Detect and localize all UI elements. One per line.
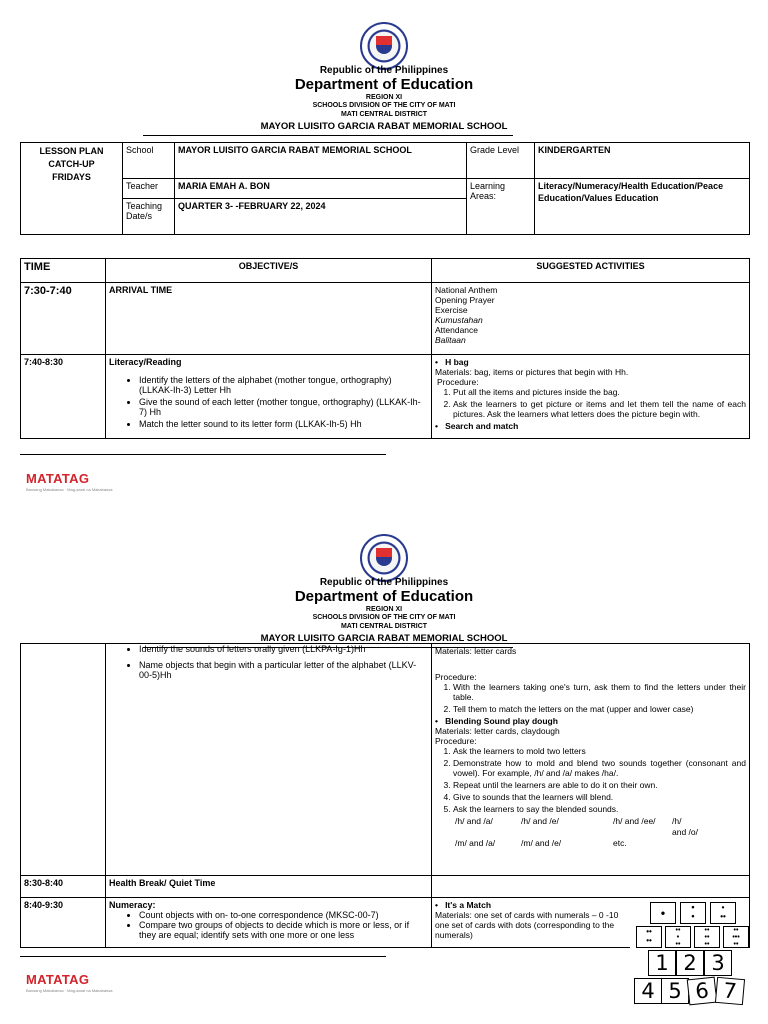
act-attendance: Attendance (435, 325, 479, 336)
hbag-step: 2. Ask the learners to get picture or items and let them tell the name of each pictures. Ask the learners what letters does the picture begin with. (453, 399, 746, 419)
act-prayer: Opening Prayer (435, 295, 495, 306)
blend-example: etc. (613, 838, 627, 849)
info-table (20, 142, 750, 235)
literacy-objective: • Give the sound of each letter (mother tongue, orthography) (LLKAK-Ih-7) Hh (139, 397, 428, 417)
footer-divider (20, 454, 386, 455)
numeral-card: 6 (687, 977, 718, 1006)
blending-procedure-label: Procedure: (435, 736, 477, 747)
date-value: QUARTER 3- -FEBRUARY 22, 2024 (175, 199, 467, 235)
blend-example: /m/ and /a/ (455, 838, 496, 849)
blend-examples (435, 816, 746, 852)
dot-cards-image (630, 898, 748, 950)
lesson-plan-title (21, 143, 123, 235)
header-region: REGION XI (365, 94, 403, 101)
literacy-objective: • Identify the letters of the alphabet (mother tongue, orthography) (LLKAK-Ih-3) Letter Hh (139, 375, 428, 395)
header-district: MATI CENTRAL DISTRICT (340, 111, 428, 118)
time-health: 8:30-8:40 (21, 876, 106, 898)
search-step: 1. With the learners taking one's turn, ask them to find the letters under their table. (453, 682, 746, 702)
time-literacy: 7:40-8:30 (21, 355, 106, 439)
teacher-value: MARIA EMAH A. BON (175, 179, 467, 199)
search-materials: Materials: letter cards (435, 646, 517, 656)
time-numeracy: 8:40-9:30 (21, 898, 106, 948)
act-kumustahan: Kumustahan (435, 315, 483, 326)
act-title-hbag: • H bag (435, 357, 469, 367)
header-region: REGION XI (365, 606, 403, 613)
blend-example: /h/ and /e/ (521, 816, 559, 827)
title-line2: CATCH-UP (48, 159, 95, 170)
header-district: MATI CENTRAL DISTRICT (340, 623, 428, 630)
header-division: SCHOOLS DIVISION OF THE CITY OF MATI (312, 102, 456, 109)
matatag-tagline: Bansang Makabansa · Mag-aaral na Makabansa (26, 988, 113, 993)
footer-divider (20, 956, 386, 957)
numeral-card: 5 (661, 978, 689, 1004)
grade-label: Grade Level (467, 143, 535, 179)
date-label: Teaching Date/s (123, 199, 175, 235)
literacy-objective: • Match the letter sound to its letter form (LLKAK-Ih-5) Hh (139, 419, 428, 429)
objective-health: Health Break/ Quiet Time (106, 876, 432, 898)
numeracy-objective: • Compare two groups of objects to decide which is more or less, or if they are equal; identify sets with one more or one less (139, 920, 428, 940)
numeral-card: 1 (648, 950, 676, 976)
blend-example: /m/ and /e/ (521, 838, 562, 849)
activities-health (432, 876, 750, 898)
blending-step: 2. Demonstrate how to mold and blend two sounds together (consonant and vowel). For example, /h/ and /a/ makes /ha/. (453, 758, 746, 778)
activities-literacy-cont (432, 644, 750, 876)
time-empty (21, 644, 106, 876)
header-department: Department of Education (294, 76, 474, 93)
time-arrival: 7:30-7:40 (21, 283, 106, 355)
dot-card-4: •• •• (636, 926, 662, 948)
col-objectives: OBJECTIVE/S (106, 259, 432, 283)
blending-step: 4. Give to sounds that the learners will blend. (453, 792, 746, 802)
numeracy-heading: Numeracy: (109, 900, 156, 910)
hbag-materials: Materials: bag, items or pictures that begin with Hh. (435, 367, 629, 378)
areas-value: Literacy/Numeracy/Health Education/Peace Education/Values Education (535, 179, 750, 235)
numeral-cards-image (630, 950, 748, 1006)
activities-arrival (432, 283, 750, 355)
match-title: It's a Match (445, 900, 492, 910)
header-divider (143, 135, 513, 136)
header-department: Department of Education (294, 588, 474, 605)
blend-example: /h/ and /ee/ (613, 816, 656, 827)
blend-example: /h/ (672, 816, 682, 827)
matatag-logo: MATATAG (26, 972, 90, 987)
deped-seal-icon (360, 534, 408, 582)
numeral-card: 2 (676, 950, 704, 976)
search-step: 2. Tell them to match the letters on the mat (upper and lower case) (453, 704, 746, 714)
page-1 (0, 0, 768, 500)
blending-step: 5. Ask the learners to say the blended sounds. (453, 804, 746, 814)
hbag-title: H bag (445, 357, 469, 367)
dot-card-3: • •• (710, 902, 736, 924)
grade-value: KINDERGARTEN (535, 143, 750, 179)
literacy-objective: • Name objects that begin with a particular letter of the alphabet (LLKV-00-5)Hh (139, 660, 428, 680)
header-division: SCHOOLS DIVISION OF THE CITY OF MATI (312, 614, 456, 621)
blend-example: and /o/ (672, 827, 698, 838)
areas-label: Learning Areas: (467, 179, 535, 235)
act-exercise: Exercise (435, 305, 468, 316)
hbag-step: 1. Put all the items and pictures inside the bag. (453, 387, 746, 397)
matatag-tagline: Bansang Makabansa · Mag-aaral na Makabansa (26, 487, 113, 492)
match-materials: Materials: one set of cards with numerals – 0 -10 one set of cards with dots (corresponding to the numerals) (435, 910, 619, 941)
title-line3: FRIDAYS (52, 172, 91, 183)
deped-seal-icon (360, 22, 408, 70)
search-procedure-label: Procedure: (435, 672, 477, 683)
objective-numeracy (106, 898, 432, 948)
dot-card-1: • (650, 902, 676, 924)
act-title-search: • Search and match (435, 421, 519, 432)
schedule-table-1 (20, 258, 750, 439)
teacher-label: Teacher (123, 179, 175, 199)
objective-literacy (106, 355, 432, 439)
blending-title: Blending Sound play dough (445, 716, 558, 727)
numeral-card: 4 (634, 978, 662, 1004)
act-anthem: National Anthem (435, 285, 498, 295)
act-title-blending: • Blending Sound play dough (435, 716, 558, 727)
objective-literacy-cont (106, 644, 432, 876)
numeral-card: 7 (715, 977, 745, 1005)
col-activities: SUGGESTED ACTIVITIES (432, 259, 750, 283)
objective-arrival: ARRIVAL TIME (106, 283, 432, 355)
search-title: Search and match (445, 421, 519, 432)
hbag-procedure-label: Procedure: (437, 377, 479, 388)
header-school: MAYOR LUISITO GARCIA RABAT MEMORIAL SCHOOL (260, 633, 508, 644)
blending-step: 3. Repeat until the learners are able to do it on their own. (453, 780, 746, 790)
act-balitaan: Balitaan (435, 335, 466, 346)
numeral-card: 3 (704, 950, 732, 976)
dot-card-6: •• •• •• (694, 926, 720, 948)
blend-example: /h/ and /a/ (455, 816, 493, 827)
header-school: MAYOR LUISITO GARCIA RABAT MEMORIAL SCHOOL (260, 121, 508, 132)
dot-card-2: • • (680, 902, 706, 924)
act-title-match: • It's a Match (435, 900, 492, 910)
school-value: MAYOR LUISITO GARCIA RABAT MEMORIAL SCHOOL (175, 143, 467, 179)
matatag-logo: MATATAG (26, 471, 90, 486)
dot-card-5: •• • •• (665, 926, 691, 948)
numeracy-objective: • Count objects with on- to-one correspondence (MKSC-00-7) (139, 910, 428, 920)
school-label: School (123, 143, 175, 179)
title-line1: LESSON PLAN (39, 146, 104, 156)
blending-step: 1. Ask the learners to mold two letters (453, 746, 746, 756)
activities-literacy (432, 355, 750, 439)
literacy-heading: Literacy/Reading (109, 357, 182, 367)
header-republic: Republic of the Philippines (319, 577, 449, 588)
blending-materials: Materials: letter cards, claydough (435, 726, 560, 737)
dot-card-7: •• ••• •• (723, 926, 749, 948)
literacy-objective: • Identify the sounds of letters orally given (LLKPA-Ig-1)Hh (139, 644, 428, 654)
col-time: TIME (21, 259, 106, 283)
header-republic: Republic of the Philippines (319, 65, 449, 76)
